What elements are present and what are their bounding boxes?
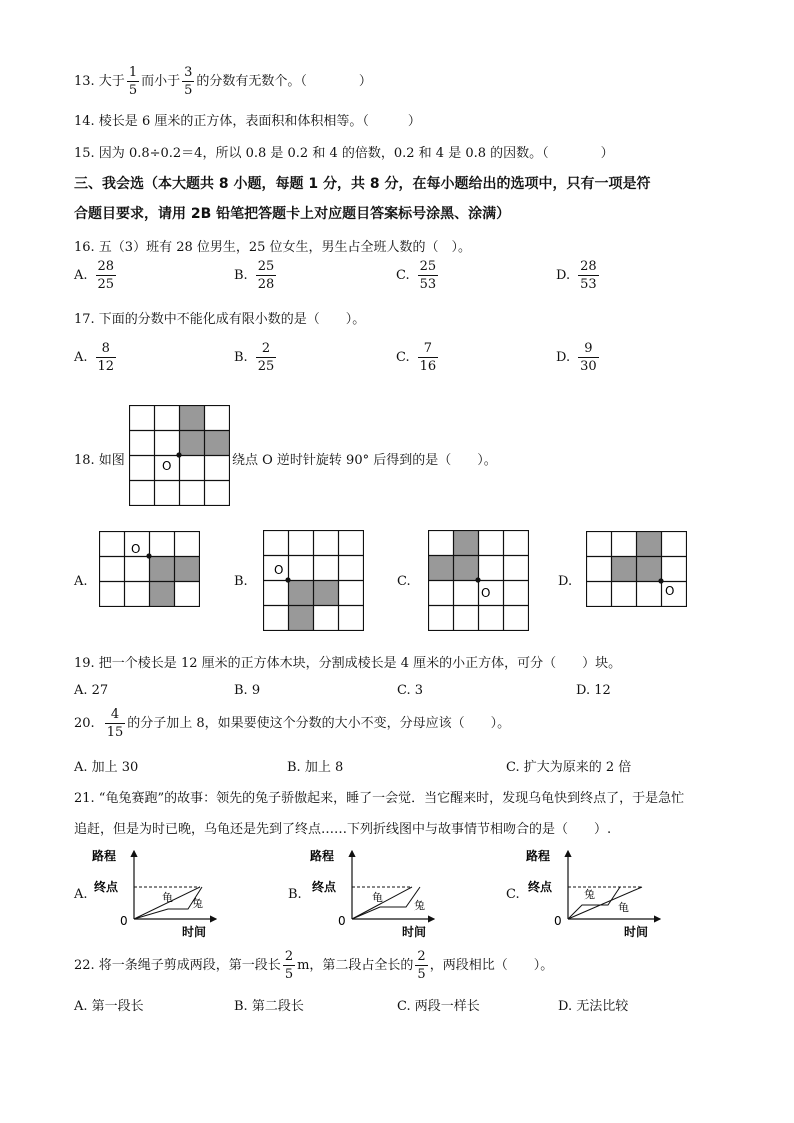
q18-option-d-label[interactable]: D. (558, 574, 573, 589)
y-axis-label: 路程 (310, 849, 335, 863)
fraction-2-5 (415, 950, 427, 981)
q20-prefix: 20. (74, 716, 95, 731)
q20-option-a[interactable]: A. 加上 30 (74, 760, 139, 775)
x-axis-label: 时间 (402, 925, 427, 939)
option-label: A. (74, 268, 88, 283)
denominator: 28 (257, 277, 275, 292)
denominator: 5 (184, 83, 193, 98)
numerator: 2 (261, 341, 271, 356)
q16-option-a[interactable] (74, 260, 118, 291)
option-label: D. (556, 350, 571, 365)
x-axis-label: 时间 (182, 925, 207, 939)
q20-suffix: 的分子加上 8，如果要使这个分数的大小不变，分母应该（ ）。 (127, 716, 511, 731)
denominator: 25 (257, 359, 275, 374)
question-16: 16. 五（3）班有 28 位男生，25 位女生，男生占全班人数的（ ）。 (74, 240, 472, 255)
q18-option-a-label[interactable]: A. (74, 574, 88, 589)
rabbit-label: 兔 (414, 899, 425, 912)
numerator: 25 (257, 259, 275, 274)
rabbit-label: 兔 (584, 888, 595, 901)
q18-option-b-grid[interactable] (263, 530, 364, 631)
q20-option-c[interactable]: C. 扩大为原来的 2 倍 (506, 760, 632, 775)
q20-option-b[interactable]: B. 加上 8 (287, 760, 344, 775)
q19-option-c[interactable]: C. 3 (397, 683, 424, 698)
option-label: D. (556, 268, 571, 283)
point-o-label: O (274, 563, 284, 577)
option-label: C. (396, 268, 410, 283)
q13-suffix: 的分数有无数个。（ ） (196, 74, 372, 89)
denominator: 5 (284, 967, 294, 982)
option-label: B. (234, 350, 248, 365)
question-15: 15. 因为 0.8÷0.2＝4，所以 0.8 是 0.2 和 4 的倍数，0.2 和 4 是 0.8 的因数。（ ） (74, 146, 614, 161)
q21-option-b-label[interactable]: B. (288, 887, 302, 902)
finish-label: 终点 (312, 880, 337, 894)
option-label: A. (74, 350, 88, 365)
numerator: 3 (184, 65, 193, 80)
numerator: 4 (110, 707, 120, 722)
q17-option-a[interactable] (74, 342, 118, 373)
numerator: 7 (423, 341, 433, 356)
turtle-label: 龟 (372, 891, 383, 904)
q16-option-b[interactable] (234, 260, 278, 291)
origin-label: 0 (554, 914, 562, 928)
question-21-cont: 追赶，但是为时已晚，乌龟还是先到了终点……下列折线图中与故事情节相吻合的是（ ）. (74, 822, 612, 837)
q18-option-c-grid[interactable] (428, 530, 529, 631)
q22-mid: m，第二段占全长的 (297, 958, 414, 973)
q17-option-d[interactable] (556, 342, 601, 373)
fraction-3-5 (182, 66, 194, 97)
question-19: 19. 把一个棱长是 12 厘米的正方体木块，分割成棱长是 4 厘米的小正方体，可分（ ）块。 (74, 656, 622, 671)
denominator: 53 (419, 277, 437, 292)
q13-prefix: 13. 大于 (74, 74, 125, 89)
q19-option-b[interactable]: B. 9 (234, 683, 261, 698)
q21-option-b-graph[interactable] (306, 845, 436, 941)
q13-mid: 而小于 (141, 74, 181, 89)
section-3-heading: 三、我会选（本大题共 8 小题，每题 1 分，共 8 分，在每小题给出的选项中，只有一项是符 (74, 176, 651, 192)
q21-option-a-label[interactable]: A. (74, 887, 88, 902)
q22-option-a[interactable]: A. 第一段长 (74, 999, 144, 1014)
origin-label: 0 (120, 914, 128, 928)
fraction-1-5 (127, 66, 139, 97)
numerator: 28 (580, 259, 597, 274)
q18-suffix: 绕点 O 逆时针旋转 90° 后得到的是（ ）。 (232, 453, 497, 468)
point-o-label: O (162, 459, 172, 473)
turtle-label: 龟 (618, 901, 629, 914)
denominator: 5 (128, 83, 138, 98)
q22-prefix: 22. 将一条绳子剪成两段，第一段长 (74, 958, 281, 973)
denominator: 5 (417, 967, 426, 982)
question-13 (74, 66, 372, 97)
q17-option-c[interactable] (396, 342, 440, 373)
point-o-label: O (665, 584, 675, 598)
q18-source-grid (129, 405, 230, 506)
q18-prefix: 18. 如图 (74, 453, 125, 468)
denominator: 15 (106, 725, 124, 740)
q16-option-c[interactable] (396, 260, 440, 291)
denominator: 25 (97, 277, 115, 292)
option-label: B. (234, 268, 248, 283)
q19-option-d[interactable]: D. 12 (576, 683, 611, 698)
q22-option-c[interactable]: C. 两段一样长 (397, 999, 480, 1014)
turtle-label: 龟 (162, 891, 173, 904)
q21-option-c-label[interactable]: C. (506, 887, 520, 902)
numerator: 8 (101, 341, 110, 356)
denominator: 12 (97, 359, 115, 374)
denominator: 53 (580, 277, 597, 292)
q22-option-d[interactable]: D. 无法比较 (558, 999, 629, 1014)
x-axis-label: 时间 (624, 925, 649, 939)
question-17: 17. 下面的分数中不能化成有限小数的是（ ）。 (74, 312, 366, 327)
q17-option-b[interactable] (234, 342, 278, 373)
option-label: C. (396, 350, 410, 365)
q22-option-b[interactable]: B. 第二段长 (234, 999, 304, 1014)
q16-option-d[interactable] (556, 260, 601, 291)
point-o-label: O (131, 542, 141, 556)
q18-option-a-grid[interactable] (99, 531, 200, 607)
question-22 (74, 950, 553, 981)
numerator: 1 (128, 65, 138, 80)
y-axis-label: 路程 (92, 849, 117, 863)
y-axis-label: 路程 (526, 849, 551, 863)
numerator: 28 (97, 259, 115, 274)
q22-suffix: ，两段相比（ ）。 (429, 958, 554, 973)
fraction-4-15 (105, 708, 126, 739)
numerator: 9 (584, 341, 593, 356)
q19-option-a[interactable]: A. 27 (74, 683, 109, 698)
point-o-label: O (481, 586, 491, 600)
denominator: 16 (419, 359, 437, 374)
section-3-heading-cont: 合题目要求，请用 2B 铅笔把答题卡上对应题目答案标号涂黑、涂满） (74, 206, 511, 222)
question-21: 21. “龟兔赛跑”的故事：领先的兔子骄傲起来，睡了一会觉．当它醒来时，发现乌龟快到终点了，于是急忙 (74, 791, 685, 806)
numerator: 2 (284, 949, 294, 964)
rabbit-label: 兔 (192, 897, 203, 910)
numerator: 25 (419, 259, 437, 274)
finish-label: 终点 (94, 880, 119, 894)
numerator: 2 (417, 949, 426, 964)
origin-label: 0 (338, 914, 346, 928)
question-20 (74, 708, 510, 739)
q18-option-c-label[interactable]: C. (397, 574, 411, 589)
denominator: 30 (580, 359, 597, 374)
q21-option-a-graph[interactable] (90, 845, 220, 941)
finish-label: 终点 (528, 880, 553, 894)
q18-option-b-label[interactable]: B. (234, 574, 248, 589)
q18-option-d-grid[interactable] (586, 531, 687, 607)
question-14: 14. 棱长是 6 厘米的正方体，表面积和体积相等。（ ） (74, 114, 421, 129)
q21-option-c-graph[interactable] (524, 845, 664, 941)
fraction-2-5 (283, 950, 295, 981)
